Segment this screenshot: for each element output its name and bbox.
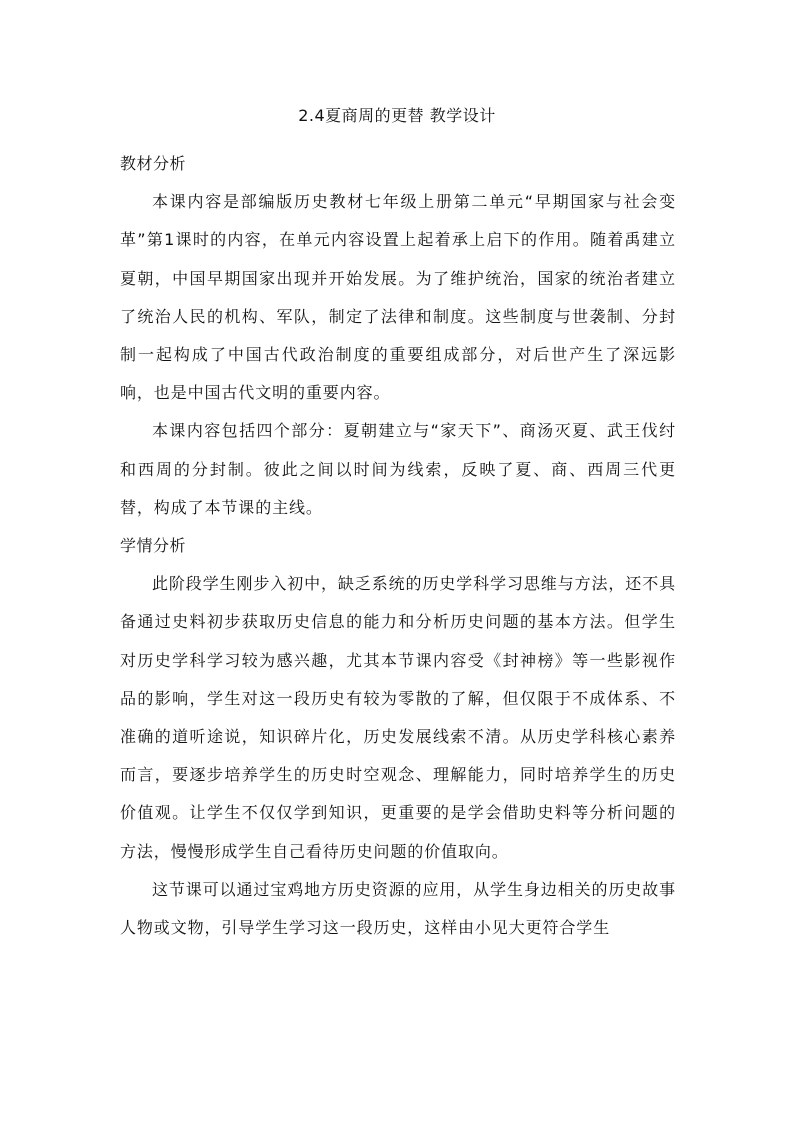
document-body (120, 145, 676, 947)
paragraph: 本课内容是部编版历史教材七年级上册第二单元“早期国家与社会变革”第1课时的内容，在单元内容设置上起着承上启下的作用。随着禹建立夏朝，中国早期国家出现并开始发展。为了维护统治，国家的统治者建立了统治人民的机构、军队，制定了法律和制度。这些制度与世袭制、分封制一起构成了中国古代政治制度的重要组成部分，对后世产生了深远影响，也是中国古代文明的重要内容。 (120, 192, 676, 403)
section-heading-student-analysis: 学情分析 (120, 536, 187, 556)
paragraph: 本课内容包括四个部分：夏朝建立与“家天下”、商汤灭夏、武王伐纣和西周的分封制。彼此之间以时间为线索，反映了夏、商、西周三代更替，构成了本节课的主线。 (120, 421, 676, 517)
document-title: 2.4夏商周的更替 教学设计 (298, 106, 496, 125)
paragraph: 此阶段学生刚步入初中，缺乏系统的历史学科学习思维与方法，还不具备通过史料初步获取历史信息的能力和分析历史问题的基本方法。但学生对历史学科学习较为感兴趣，尤其本节课内容受《封神榜》等一些影视作品的影响，学生对这一段历史有较为零散的了解，但仅限于不成体系、不准确的道听途说，知识碎片化，历史发展线索不清。从历史学科核心素养而言，要逐步培养学生的历史时空观念、理解能力，同时培养学生的历史价值观。让学生不仅仅学到知识，更重要的是学会借助史料等分析问题的方法，慢慢形成学生自己看待历史问题的价值取向。 (120, 574, 676, 861)
section-heading-textbook-analysis: 教材分析 (120, 154, 187, 173)
paragraph: 这节课可以通过宝鸡地方历史资源的应用，从学生身边相关的历史故事人物或文物，引导学生学习这一段历史，这样由小见大更符合学生 (120, 879, 676, 938)
